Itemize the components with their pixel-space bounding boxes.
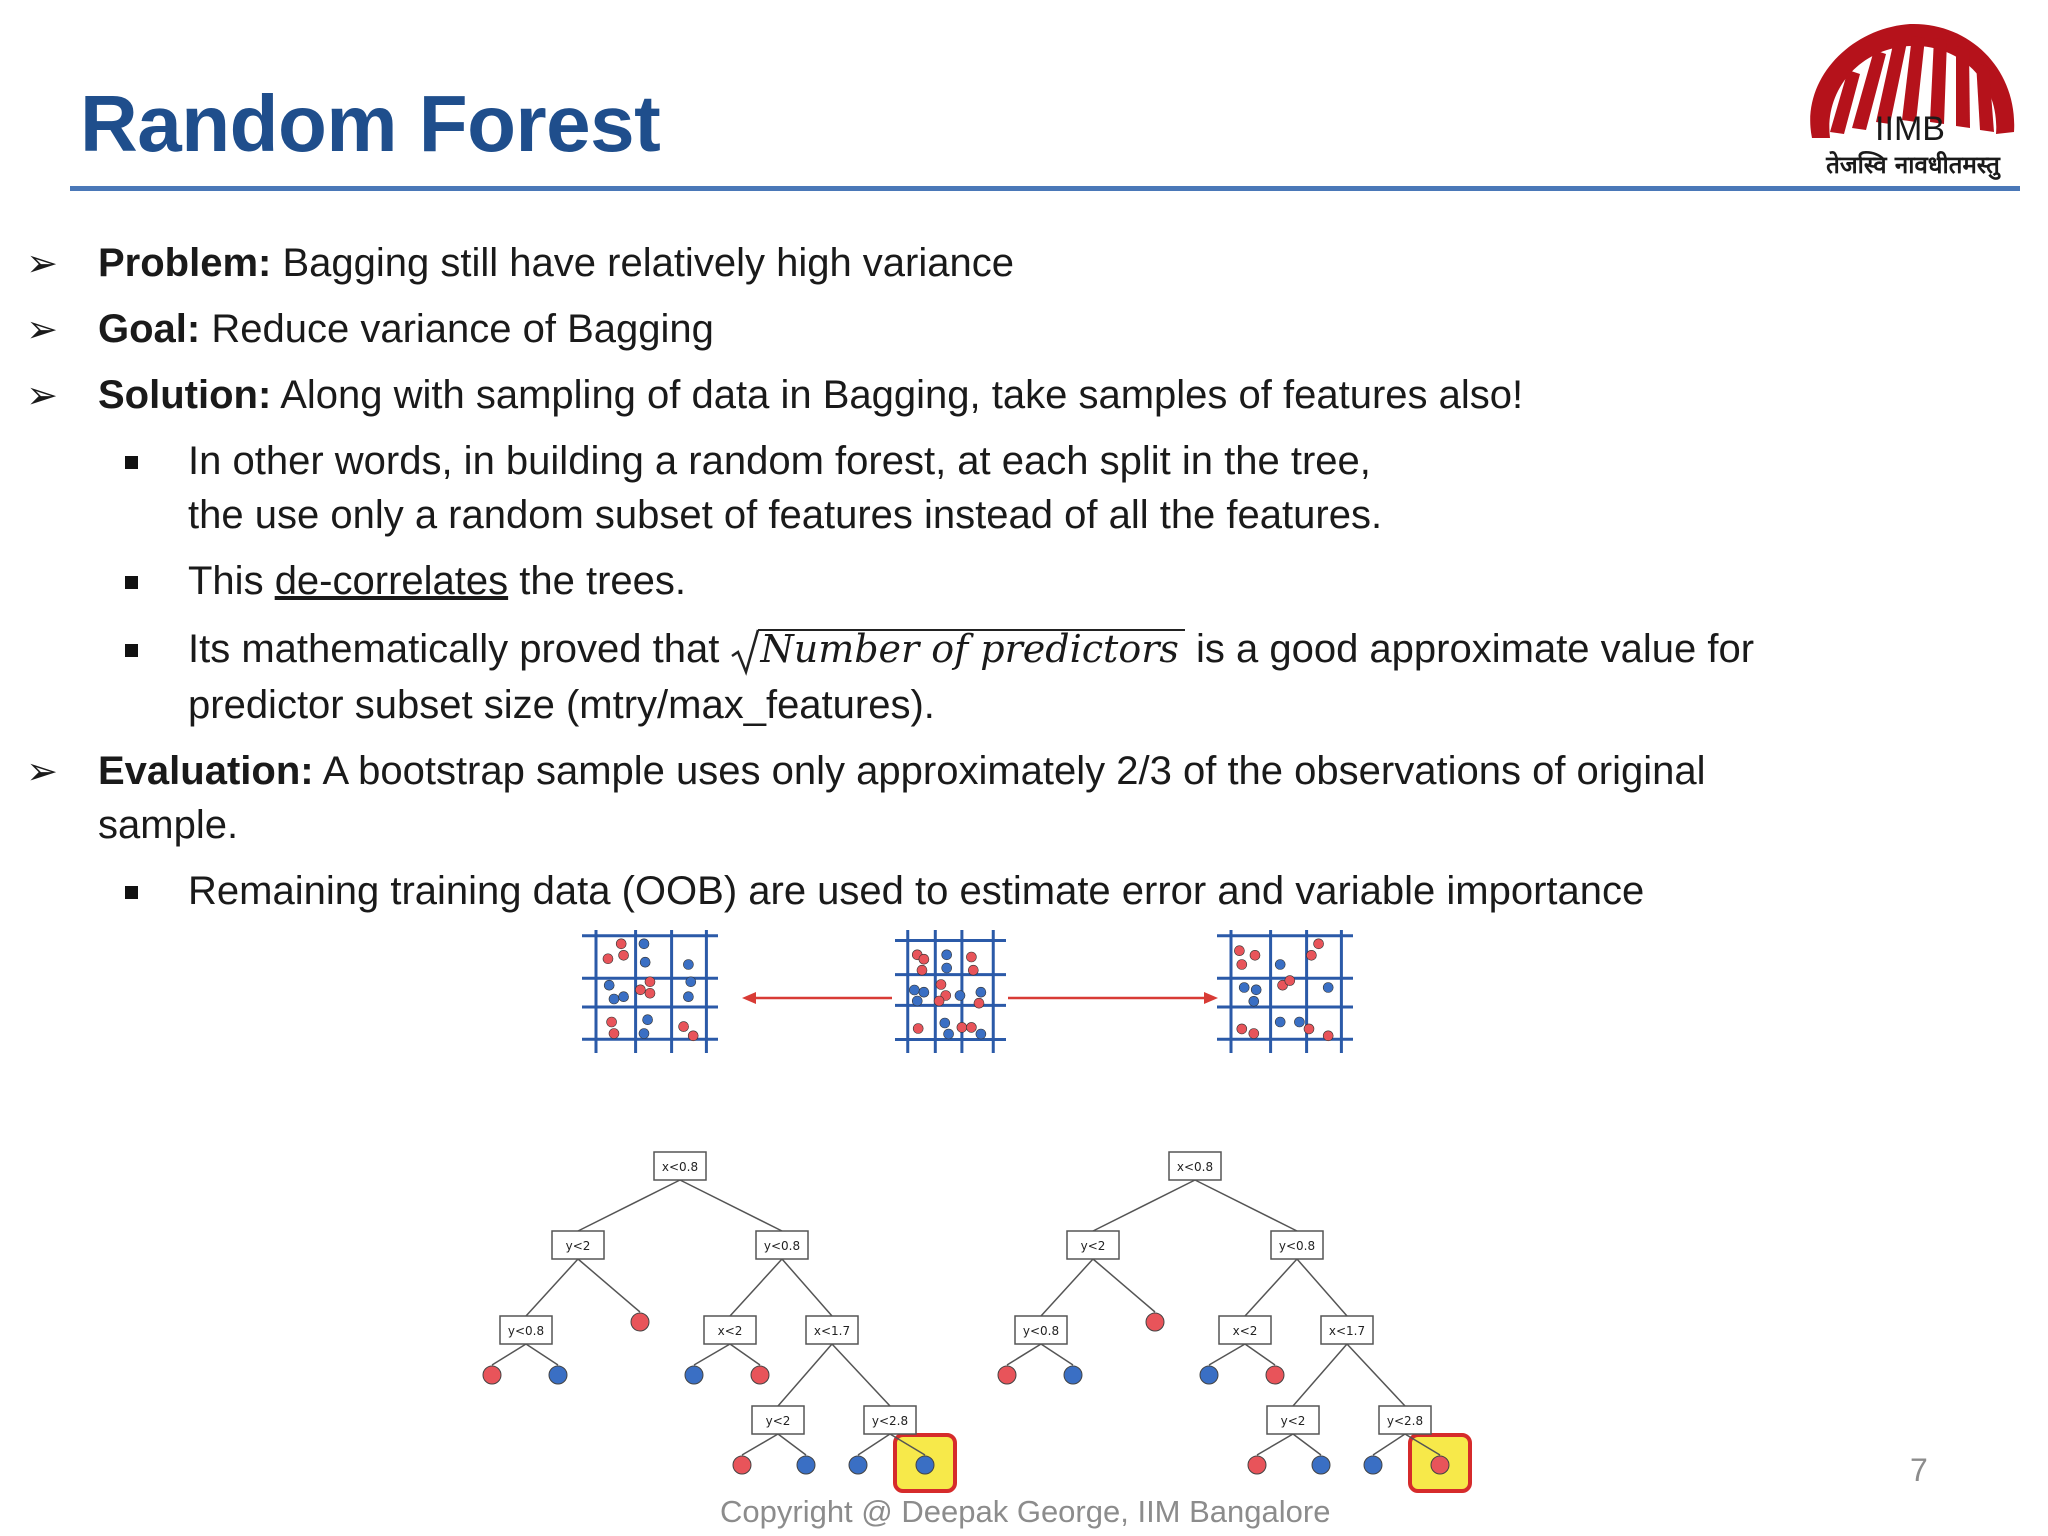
- blue-leaf: [685, 1366, 703, 1384]
- blue-point: [683, 960, 693, 970]
- tree-edge: [1209, 1344, 1245, 1365]
- tree-edge: [694, 1344, 730, 1365]
- tree-edge: [1245, 1259, 1297, 1316]
- radical-sign-icon: [730, 622, 760, 677]
- red-point: [645, 988, 655, 998]
- red-point: [1314, 939, 1324, 949]
- tree-edge: [730, 1344, 760, 1365]
- arrow-bullet-icon: ➢: [26, 241, 58, 285]
- evaluation-line2: sample.: [98, 803, 239, 847]
- tree-edge: [1373, 1434, 1405, 1455]
- solution-term: Solution:: [98, 373, 272, 417]
- blue-point: [909, 985, 919, 995]
- blue-point: [1275, 1017, 1285, 1027]
- square-bullet-icon: [125, 576, 138, 589]
- blue-point: [1251, 985, 1261, 995]
- red-leaf: [631, 1313, 649, 1331]
- decorrelate-post: the trees.: [508, 559, 686, 603]
- blue-point: [639, 1029, 649, 1039]
- goal-term: Goal:: [98, 307, 201, 351]
- tree-node-label: y<2.8: [871, 1414, 909, 1428]
- copyright-footer: Copyright @ Deepak George, IIM Bangalore: [720, 1494, 1331, 1529]
- blue-point: [686, 977, 696, 987]
- red-point: [645, 977, 655, 987]
- arrow-bullet-icon: ➢: [26, 373, 58, 417]
- tree-edge: [1293, 1434, 1321, 1455]
- blue-leaf: [1200, 1366, 1218, 1384]
- blue-point: [944, 1029, 954, 1039]
- tree-edge: [1093, 1259, 1155, 1312]
- feature-grid-center: [895, 930, 1006, 1053]
- sub-bullet-oob: [188, 864, 1644, 919]
- blue-leaf: [549, 1366, 567, 1384]
- sub-bullet-sqrt: [188, 622, 1754, 677]
- decision-tree-right: [998, 1152, 1470, 1491]
- red-point: [616, 939, 626, 949]
- red-point: [1234, 946, 1244, 956]
- tree-node-label: y<0.8: [763, 1239, 801, 1253]
- slide-title: Random Forest: [80, 79, 661, 168]
- bullet-problem: [26, 236, 1014, 291]
- tree-edge: [578, 1259, 640, 1312]
- red-leaf: [733, 1456, 751, 1474]
- tree-edge: [858, 1434, 890, 1455]
- tree-edge: [1245, 1344, 1275, 1365]
- evaluation-text: A bootstrap sample uses only approximately 2/3 of the observations of original: [313, 749, 1706, 793]
- red-point: [917, 965, 927, 975]
- tree-edge: [1257, 1434, 1293, 1455]
- blue-point: [1323, 983, 1333, 993]
- red-point: [1306, 950, 1316, 960]
- red-point: [1285, 976, 1295, 986]
- blue-point: [619, 992, 629, 1002]
- bullet-evaluation: [26, 744, 1706, 799]
- red-point: [619, 950, 629, 960]
- bullet-solution: [26, 368, 1524, 423]
- blue-point: [942, 963, 952, 973]
- red-point: [607, 1017, 617, 1027]
- tree-edge: [526, 1344, 558, 1365]
- solution-text: Along with sampling of data in Bagging, take samples of features also!: [271, 373, 1524, 417]
- feature-grid-left: [582, 930, 718, 1053]
- tree-node-label: y<0.8: [1278, 1239, 1316, 1253]
- red-leaf: [1266, 1366, 1284, 1384]
- tree-node-label: x<1.7: [813, 1324, 851, 1338]
- red-point: [688, 1031, 698, 1041]
- tree-edge: [1195, 1180, 1297, 1231]
- red-point: [635, 985, 645, 995]
- blue-point: [1239, 983, 1249, 993]
- blue-point: [976, 1029, 986, 1039]
- sqrt-expression: Number of predictors: [760, 627, 1179, 671]
- blue-point: [639, 939, 649, 949]
- red-point: [1250, 950, 1260, 960]
- red-point: [1304, 1024, 1314, 1034]
- sub-bullet-line: the use only a random subset of features instead of all the features.: [188, 493, 1383, 537]
- tree-edge: [1297, 1259, 1347, 1316]
- tree-node-label: y<0.8: [507, 1324, 545, 1338]
- red-leaf: [483, 1366, 501, 1384]
- arrow-bullet-icon: ➢: [26, 749, 58, 793]
- red-point: [1237, 1024, 1247, 1034]
- red-point: [1249, 1029, 1259, 1039]
- bullet-goal: [26, 302, 714, 357]
- tree-node-label: y<2: [765, 1414, 791, 1428]
- blue-leaf: [916, 1456, 934, 1474]
- arrow-head-icon: [1204, 992, 1218, 1004]
- red-point: [919, 954, 929, 964]
- tree-edge: [778, 1434, 806, 1455]
- blue-point: [1294, 1017, 1304, 1027]
- blue-leaf: [1312, 1456, 1330, 1474]
- red-point: [966, 1022, 976, 1032]
- tree-edge: [526, 1259, 578, 1316]
- red-point: [913, 1024, 923, 1034]
- sqrt-pre: Its mathematically proved that: [188, 627, 731, 671]
- sub-bullet-line: In other words, in building a random forest, at each split in the tree,: [188, 439, 1371, 483]
- red-point: [936, 980, 946, 990]
- tree-edge: [1093, 1180, 1195, 1231]
- bullet-evaluation-continuation: [98, 798, 238, 853]
- square-bullet-icon: [125, 644, 138, 657]
- tree-edge: [742, 1434, 778, 1455]
- red-point: [974, 998, 984, 1008]
- blue-point: [640, 957, 650, 967]
- arrow-head-icon: [742, 992, 756, 1004]
- arrow-bullet-icon: ➢: [26, 307, 58, 351]
- red-point: [609, 1029, 619, 1039]
- red-point: [1323, 1031, 1333, 1041]
- tree-node-label: x<2: [1232, 1324, 1258, 1338]
- tree-node-label: y<2: [1280, 1414, 1306, 1428]
- tree-edge: [1007, 1344, 1041, 1365]
- tree-edge: [778, 1344, 832, 1406]
- sub-bullet-continuation: [188, 488, 1382, 543]
- blue-point: [643, 1015, 653, 1025]
- logo-motto: तेजस्वि नावधीतमस्तु: [1826, 151, 2000, 179]
- blue-point: [604, 980, 614, 990]
- tree-edge: [578, 1180, 680, 1231]
- red-point: [934, 996, 944, 1006]
- problem-text: Bagging still have relatively high variance: [271, 241, 1014, 285]
- blue-point: [609, 994, 619, 1004]
- tree-node-label: y<0.8: [1022, 1324, 1060, 1338]
- decorrelate-pre: This: [188, 559, 275, 603]
- red-leaf: [1431, 1456, 1449, 1474]
- red-leaf: [751, 1366, 769, 1384]
- red-point: [968, 965, 978, 975]
- red-point: [1237, 960, 1247, 970]
- blue-point: [683, 992, 693, 1002]
- tree-edge: [730, 1259, 782, 1316]
- blue-point: [1275, 960, 1285, 970]
- page-number: 7: [1910, 1452, 1928, 1488]
- logo-wordmark: IIMB: [1875, 110, 1945, 148]
- sub-bullet-decorrelate: [188, 554, 686, 609]
- tree-node-label: y<2: [565, 1239, 591, 1253]
- red-point: [957, 1022, 967, 1032]
- tree-node-label: x<1.7: [1328, 1324, 1366, 1338]
- decorrelate-term: de-correlates: [274, 559, 509, 603]
- square-bullet-icon: [125, 886, 138, 899]
- blue-point: [1249, 996, 1259, 1006]
- title-underline: [70, 186, 2020, 191]
- tree-edge: [1293, 1344, 1347, 1406]
- tree-edge: [680, 1180, 782, 1231]
- sqrt-line2: predictor subset size (mtry/max_features).: [188, 683, 935, 727]
- blue-leaf: [849, 1456, 867, 1474]
- problem-term: Problem:: [98, 241, 272, 285]
- blue-point: [955, 991, 965, 1001]
- tree-node-label: x<0.8: [1176, 1160, 1214, 1174]
- square-bullet-icon: [125, 456, 138, 469]
- blue-point: [942, 950, 952, 960]
- blue-leaf: [1364, 1456, 1382, 1474]
- oob-text: Remaining training data (OOB) are used to estimate error and variable importance: [188, 869, 1645, 913]
- random-forest-diagram: [480, 930, 1500, 1510]
- red-leaf: [1146, 1313, 1164, 1331]
- sub-bullet-other-words: [188, 434, 1371, 489]
- decision-tree-left: [483, 1152, 955, 1491]
- red-point: [603, 954, 613, 964]
- red-leaf: [998, 1366, 1016, 1384]
- blue-leaf: [797, 1456, 815, 1474]
- evaluation-term: Evaluation:: [98, 749, 314, 793]
- tree-edge: [1041, 1259, 1093, 1316]
- blue-point: [940, 1018, 950, 1028]
- tree-node-label: y<2: [1080, 1239, 1106, 1253]
- tree-edge: [1041, 1344, 1073, 1365]
- tree-edge: [782, 1259, 832, 1316]
- sqrt-formula: [730, 622, 1184, 677]
- blue-point: [976, 987, 986, 997]
- tree-node-label: y<2.8: [1386, 1414, 1424, 1428]
- feature-grid-right: [1217, 930, 1353, 1053]
- tree-node-label: x<0.8: [661, 1160, 699, 1174]
- blue-point: [919, 987, 929, 997]
- blue-point: [912, 996, 922, 1006]
- red-point: [679, 1022, 689, 1032]
- tree-edge: [1347, 1344, 1405, 1406]
- sub-bullet-sqrt-continuation: [188, 678, 935, 733]
- tree-node-label: x<2: [717, 1324, 743, 1338]
- red-point: [966, 952, 976, 962]
- red-leaf: [1248, 1456, 1266, 1474]
- sqrt-post: is a good approximate value for: [1184, 627, 1755, 671]
- tree-edge: [492, 1344, 526, 1365]
- radical-bar: [758, 629, 1184, 631]
- goal-text: Reduce variance of Bagging: [200, 307, 714, 351]
- blue-leaf: [1064, 1366, 1082, 1384]
- tree-edge: [832, 1344, 890, 1406]
